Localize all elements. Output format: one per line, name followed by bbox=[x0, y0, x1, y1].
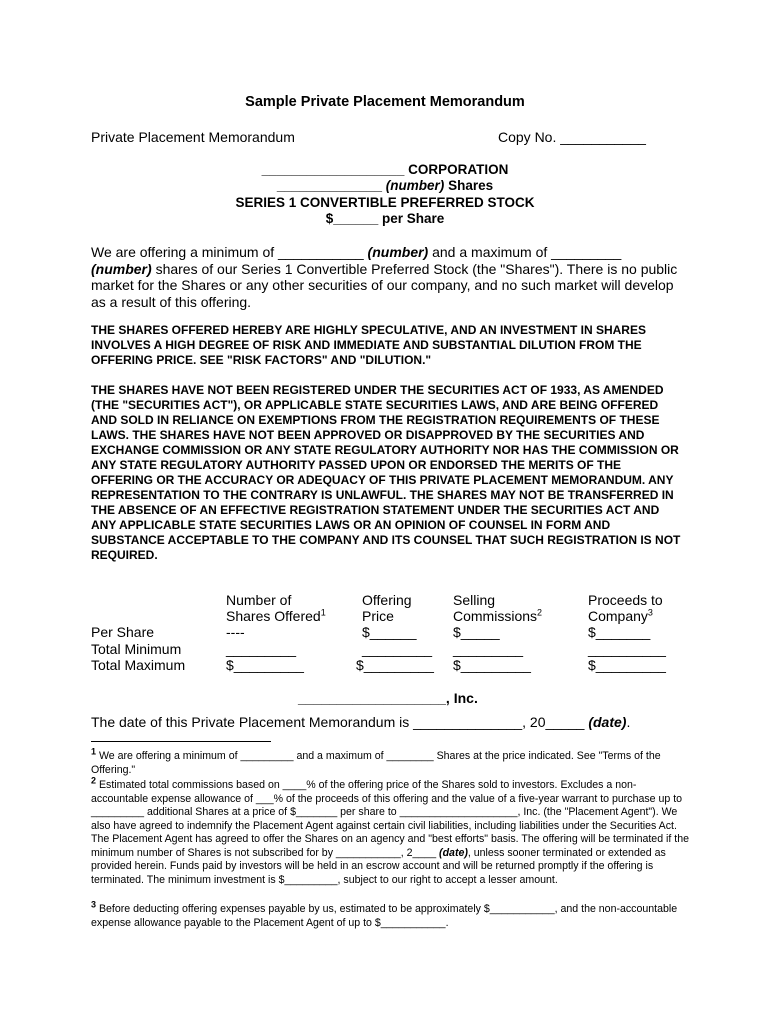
row-label-per-share: Per Share bbox=[91, 624, 155, 640]
table-cell: $_________ bbox=[453, 657, 531, 673]
footnote-text: Before deducting offering expenses payable by us, estimated to be approximately $___________, and the non-accountable expense allowance payable to the Placement Agent of up to $___________. bbox=[91, 903, 678, 929]
footnote-text: We are offering a minimum of _________ and a maximum of ________ Shares at the price indicated. See "Terms of the Offering." bbox=[91, 750, 661, 776]
footnote-number: 3 bbox=[91, 899, 97, 910]
table-cell: $______ bbox=[362, 624, 417, 640]
header-text: Company bbox=[588, 608, 648, 625]
footnote-divider bbox=[91, 741, 271, 742]
header-text: Offering bbox=[362, 592, 412, 608]
stock-title: SERIES 1 CONVERTIBLE PREFERRED STOCK bbox=[235, 195, 535, 210]
footnote-text: , unless sooner terminated or extended as provided herein. Funds paid by investors will be held in an escrow account and will be returned promptly if the offering is terminated. The minimum investment is $_________, subject to our right to accept a lesser amount. bbox=[91, 846, 666, 886]
col-header-number bbox=[226, 592, 326, 625]
memo-label: Private Placement Memorandum bbox=[91, 129, 295, 145]
offering-min-number: (number) bbox=[367, 244, 429, 260]
table-cell: __________ bbox=[588, 641, 666, 657]
table-cell: _________ bbox=[226, 641, 297, 657]
corporation-line: ___________________ CORPORATION bbox=[261, 162, 509, 177]
table-cell: _________ bbox=[362, 641, 433, 657]
header-text: Shares Offered bbox=[226, 608, 321, 625]
table-cell: $_______ bbox=[588, 624, 651, 640]
header-text bbox=[226, 608, 326, 624]
header-text bbox=[453, 608, 542, 624]
shares-word: Shares bbox=[448, 178, 494, 193]
col-header-offering bbox=[362, 592, 412, 625]
footnote-1 bbox=[91, 746, 691, 777]
copy-number: Copy No. ___________ bbox=[498, 129, 646, 145]
document-title: Sample Private Placement Memorandum bbox=[245, 94, 525, 110]
footnote-number: 2 bbox=[91, 775, 97, 786]
per-share-price: $______ per Share bbox=[325, 211, 445, 226]
table-cell: $_________ bbox=[356, 657, 434, 673]
footnote-text: Estimated total commissions based on ____% of the offering price of the Shares sold to investors. Excludes a non-accountable expense allowance of ___% of the proceeds of this offering and the value of a five-year warrant to purchase up to _________ additional Shares at a price of $_______ per share to ____________________, Inc. (the "Placement Agent"). We also have agreed to indemnify the Placement Agent against certain civil liabilities, including liabilities under the Securities Act. The Placement Agent has agreed to offer the Shares on an agency and "best efforts" basis. The offering will be terminated if the minimum number of Shares is not subscribed for by ___________, 2____ bbox=[91, 779, 690, 859]
shares-number-label: (number) bbox=[385, 178, 445, 193]
row-label-total-maximum: Total Maximum bbox=[91, 657, 186, 673]
header-text: Commissions bbox=[453, 608, 538, 625]
footnote-2 bbox=[91, 775, 691, 887]
footnote-ref: 1 bbox=[320, 607, 326, 618]
footnote-number: 1 bbox=[91, 746, 97, 757]
header-text: Number of bbox=[226, 592, 292, 608]
footnote-ref: 3 bbox=[647, 607, 653, 618]
header-text: Selling bbox=[453, 592, 496, 608]
issuer-signature-line: ___________________, Inc. bbox=[298, 690, 478, 706]
shares-blank: ______________ bbox=[276, 178, 383, 193]
table-cell: ---- bbox=[226, 624, 245, 640]
offering-text-3: shares of our Series 1 Convertible Preferred Stock (the "Shares"). There is no public market for the Shares or any other securities of our company, and no such market will develop as a result of this offering. bbox=[91, 260, 678, 310]
table-cell: _________ bbox=[453, 641, 524, 657]
header-text: Price bbox=[362, 608, 394, 625]
date-line-text: The date of this Private Placement Memorandum is ______________, 20_____ bbox=[91, 714, 585, 730]
header-text bbox=[588, 608, 663, 624]
offering-max-number: (number) bbox=[91, 260, 152, 277]
col-header-selling bbox=[453, 592, 542, 625]
memo-date-line bbox=[91, 714, 630, 730]
footnote-ref: 2 bbox=[537, 607, 543, 618]
date-line-end: . bbox=[626, 714, 631, 730]
offering-text-1: We are offering a minimum of ___________ bbox=[91, 244, 364, 260]
table-cell: $_________ bbox=[588, 657, 666, 673]
offering-text-2: and a maximum of _________ bbox=[432, 244, 622, 260]
offering-paragraph bbox=[91, 244, 681, 310]
table-cell: $_________ bbox=[226, 657, 304, 673]
table-cell: $_____ bbox=[453, 624, 500, 640]
shares-line bbox=[0, 178, 770, 193]
row-label-total-minimum: Total Minimum bbox=[91, 641, 182, 657]
risk-warning: THE SHARES OFFERED HEREBY ARE HIGHLY SPECULATIVE, AND AN INVESTMENT IN SHARES INVOLVES A HIGH DEGREE OF RISK AND IMMEDIATE AND SUBSTANTIAL DILUTION FROM THE OFFERING PRICE. SEE "RISK FACTORS" AND "DILUTION." bbox=[91, 323, 646, 367]
date-label: (date) bbox=[588, 714, 627, 730]
col-header-proceeds bbox=[588, 592, 663, 625]
footnote-3 bbox=[91, 899, 691, 930]
footnote-date-label: (date) bbox=[439, 846, 468, 859]
securities-legend: THE SHARES HAVE NOT BEEN REGISTERED UNDER THE SECURITIES ACT OF 1933, AS AMENDED (THE "SECURITIES ACT"), OR APPLICABLE STATE SECURITIES LAWS, AND ARE BEING OFFERED AND SOLD IN RELIANCE ON EXEMPTIONS FROM THE REGISTRATION REQUIREMENTS OF THESE LAWS. THE SHARES HAVE NOT BEEN APPROVED OR DISAPPROVED BY THE SECURITIES AND EXCHANGE COMMISSION OR ANY STATE REGULATORY AUTHORITY NOR HAS THE COMMISSION OR ANY STATE REGULATORY AUTHORITY PASSED UPON OR ENDORSED THE MERITS OF THE OFFERING OR THE ACCURACY OR ADEQUACY OF THIS PRIVATE PLACEMENT MEMORANDUM. ANY REPRESENTATION TO THE CONTRARY IS UNLAWFUL. THE SHARES MAY NOT BE TRANSFERRED IN THE ABSENCE OF AN EFFECTIVE REGISTRATION STATEMENT UNDER THE SECURITIES ACT AND ANY APPLICABLE STATE SECURITIES LAWS OR AN OPINION OF COUNSEL IN FORM AND SUBSTANCE ACCEPTABLE TO THE COMPANY AND ITS COUNSEL THAT SUCH REGISTRATION IS NOT REQUIRED. bbox=[91, 383, 681, 562]
header-text: Proceeds to bbox=[588, 592, 663, 608]
